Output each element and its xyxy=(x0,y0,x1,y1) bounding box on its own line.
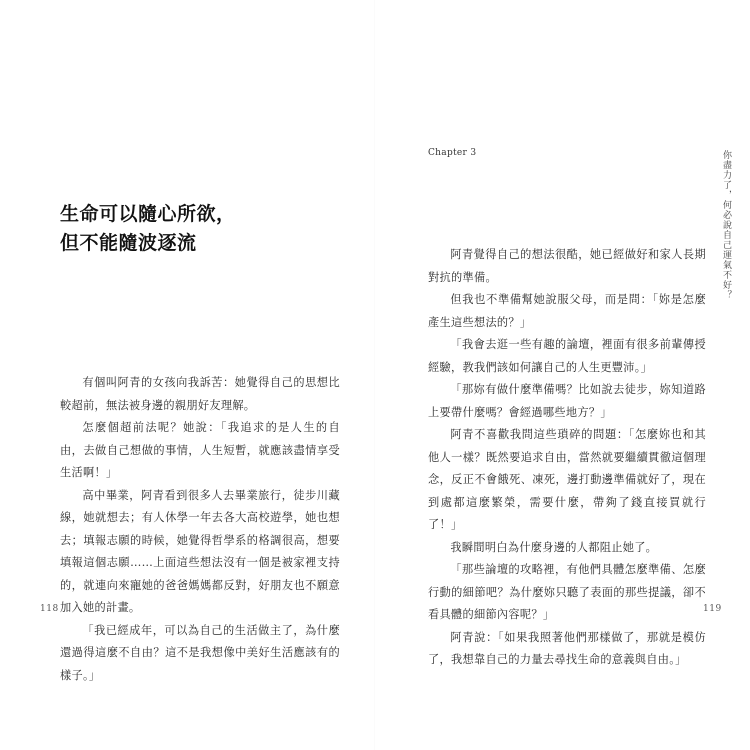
chapter-label: Chapter 3 xyxy=(428,148,477,158)
section-title-line-2: 但不能隨波逐流 xyxy=(60,232,197,254)
paragraph: 高中畢業，阿青看到很多人去畢業旅行，徒步川藏線，她就想去；有人休學一年去各大高校遊學，她也想去；填報志願的時候，她覺得哲學系的格調很高，想要填報這個志願……上面這些想法沒有一個是被家裡支持的，就連向來寵她的爸爸媽媽都反對，好朋友也不願意加入她的計畫。 xyxy=(60,488,340,614)
page-number-left: 118 xyxy=(40,604,59,614)
section-title xyxy=(60,200,236,258)
running-title: 你盡力了，何必說自己運氣不好？ xyxy=(721,150,731,300)
paragraph: 但我也不準備幫她說服父母，而是問：「妳是怎麼產生這些想法的？」 xyxy=(428,293,706,329)
paragraph: 阿青說：「如果我照著他們那樣做了，那就是模仿了，我想靠自己的力量去尋找生命的意義與自由。」 xyxy=(428,630,706,666)
paragraph: 阿青覺得自己的想法很酷，她已經做好和家人長期對抗的準備。 xyxy=(428,248,706,284)
paragraph: 「我會去逛一些有趣的論壇，裡面有很多前輩傳授經驗，教我們該如何讓自己的人生更豐沛。」 xyxy=(428,338,706,374)
section-title-line-1: 生命可以隨心所欲， xyxy=(60,203,236,225)
paragraph: 「那妳有做什麼準備嗎？比如說去徒步，妳知道路上要帶什麼嗎？會經過哪些地方？」 xyxy=(428,383,706,419)
paragraph: 怎麼個超前法呢？她說：「我追求的是人生的自由，去做自己想做的事情，人生短暫，就應該盡情享受生活啊！」 xyxy=(60,421,340,479)
page-number-right: 119 xyxy=(703,604,722,614)
paragraph: 「我已經成年，可以為自己的生活做主了，為什麼還過得這麼不自由？這不是我想像中美好生活應該有的樣子。」 xyxy=(60,623,340,682)
left-body-text xyxy=(60,372,340,687)
paragraph: 我瞬間明白為什麼身邊的人都阻止她了。 xyxy=(450,540,658,554)
paragraph: 阿青不喜歡我問這些瑣碎的問題：「怎麼妳也和其他人一樣？既然要追求自由，當然就要繼續貫徹這個理念，反正不會餓死、凍死，邊打動邊準備就好了，現在到處都這麼繁榮，需要什麼，帶夠了錢直接買就行了！」 xyxy=(428,428,706,531)
paragraph: 「那些論壇的攻略裡，有他們具體怎麼準備、怎麼行動的細節吧？為什麼妳只聽了表面的那些提議，卻不看具體的細節內容呢？」 xyxy=(428,563,706,621)
paragraph: 有個叫阿青的女孩向我訴苦：她覺得自己的思想比較超前，無法被身邊的親朋好友理解。 xyxy=(60,376,340,412)
right-body-text xyxy=(428,244,706,672)
